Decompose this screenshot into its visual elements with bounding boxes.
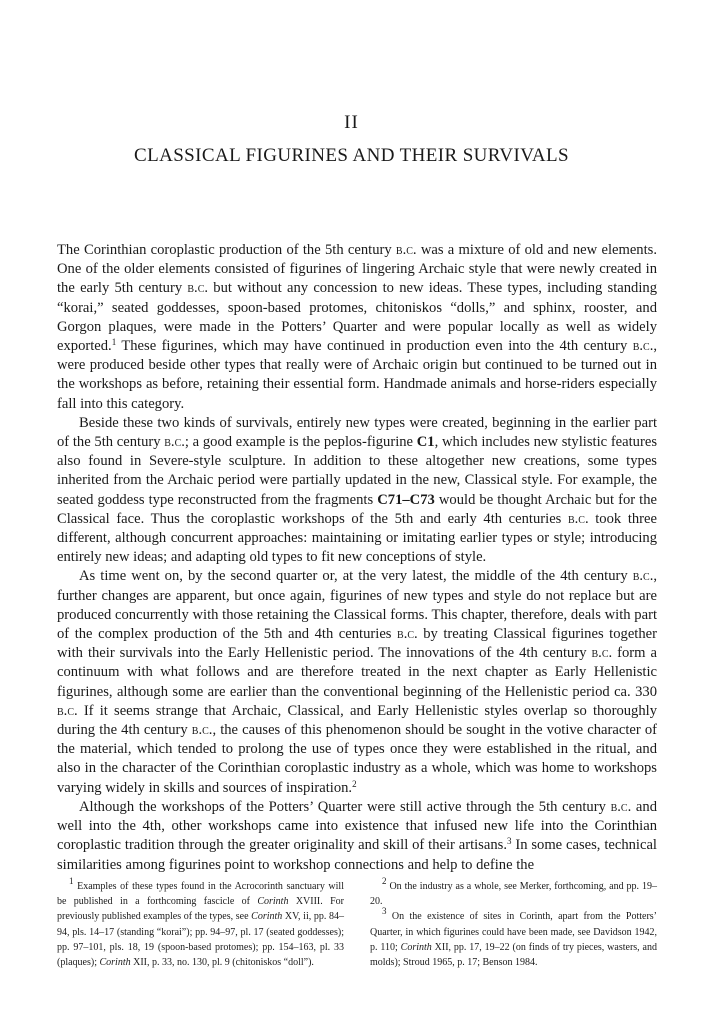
footnote-ref: 2 [382, 876, 387, 886]
text-run: On the existence of sites in Corinth, apart from the Potters’ Quarter, in which figurines could have been made, see Davidson 1942, p. 110; [370, 911, 657, 953]
small-caps-text: b.c. [187, 280, 209, 297]
text-run: Although the workshops of the Potters’ Quarter were still active through the 5th century [79, 798, 611, 815]
footnote-column-right [370, 876, 657, 970]
chapter-title: CLASSICAL FIGURINES AND THEIR SURVIVALS [134, 145, 569, 166]
text-run: XII, pp. 17, 19–22 (on finds of try pieces, wasters, and molds); Stroud 1965, p. 17; Benson 1984. [370, 941, 657, 969]
text-run: , were produced beside other types that really were of Archaic origin but continued to be turned out in the workshops as before, retaining their essential form. Handmade animals and horse-riders especially fall into this category. [57, 338, 657, 412]
footnote [370, 906, 657, 970]
catalog-reference: C1 [416, 434, 435, 451]
footnote-ref: 3 [382, 906, 387, 917]
chapter-number: II [344, 112, 359, 133]
small-caps-text: b.c. [57, 702, 78, 719]
footnote-ref: 1 [69, 876, 74, 886]
text-run: and well into the 4th, other workshops came into existence that infused new life into the Corinthian coroplastic tradition through the greater originality and skill of their artisans. [57, 798, 657, 854]
text-run: XV, ii, pp. 84–94, pls. 14–17 (standing “korai”); pp. 94–97, pl. 17 (seated goddesses); pp. 97–101, pls. 18, 19 (spoon-based protomes); pp. 154–163, pl. 33 (plaques); [57, 911, 344, 969]
small-caps-text: b.c. [567, 510, 589, 527]
small-caps-text: b.c. [164, 434, 185, 451]
text-run: form a continuum with what follows and are therefore treated in the next chapter as Early Hellenistic figurines, although some are earlier than the conventional beginning of the Hellenistic period ca. 330 [57, 645, 657, 700]
footnote-ref: 1 [111, 337, 117, 348]
italic-text: Corinth [251, 911, 283, 923]
footnote-column-left [57, 876, 345, 970]
small-caps-text: b.c. [632, 568, 654, 585]
text-run: On the industry as a whole, see Merker, forthcoming, and pp. 19–20. [370, 881, 657, 908]
text-run: XVIII. For previously published examples of the types, see [57, 896, 345, 923]
footnote-ref: 3 [506, 836, 512, 847]
small-caps-text: b.c. [191, 722, 213, 739]
small-caps-text: b.c. [610, 798, 632, 815]
text-run: Beside these two kinds of survivals, entirely new types were created, beginning in the earlier part of the 5th century [57, 414, 657, 451]
text-run: Examples of these types found in the Acrocorinth sanctuary will be published in a forthcoming fascicle of [57, 881, 344, 908]
footnote [57, 876, 345, 970]
text-run: In some cases, technical similarities among figurines point to workshop connections and help to define the [57, 837, 657, 873]
paragraph [57, 798, 657, 875]
text-run: If it seems strange that Archaic, Classical, and Early Hellenistic styles overlap so thoroughly during the 4th century [57, 702, 657, 739]
text-run: , which includes new stylistic features also found in Severe-style sculpture. In addition to these altogether new creations, some types inherited from the Archaic period were partially updated in the new, Classical style. For example, the seated goddess type reconstructed from the fragments [57, 434, 657, 508]
catalog-reference: C71–C73 [377, 491, 435, 508]
footnotes [57, 876, 657, 970]
text-run: , the causes of this phenomenon should be sought in the votive character of the material, which tended to prolong the use of types once they were established in the ritual, and also in the character of the Corinthian coroplastic industry as a whole, which was home to workshops varying widely in skills and sources of inspiration. [57, 722, 657, 796]
text-run: but without any concession to new ideas. These types, including standing “korai,” seated goddesses, spoon-based protomes, chitoniskos “dolls,” and sphinx, rooster, and Gorgon plaques, were made in the Potters’ Quarter and were popular locally as well as widely exported. [57, 280, 657, 355]
text-run: would be thought Archaic but for the Classical face. Thus the coroplastic workshops of the 5th and early 4th centuries [57, 491, 657, 527]
text-run: As time went on, by the second quarter or, at the very latest, the middle of the 4th century [79, 568, 633, 585]
italic-text: Corinth [99, 957, 131, 969]
text-run: The Corinthian coroplastic production of the 5th century [57, 242, 396, 258]
small-caps-text: b.c. [591, 645, 613, 662]
paragraph [57, 567, 657, 797]
text-run: by treating Classical figurines together with their survivals into the Early Hellenistic period. The innovations of the 4th century [57, 626, 657, 662]
text-run: These figurines, which may have continued in production even into the 4th century [116, 338, 633, 355]
paragraph [57, 414, 657, 568]
footnote [370, 876, 657, 909]
text-run: was a mixture of old and new elements. One of the older elements consisted of figurines of lingering Archaic style that were newly created in the early 5th century [57, 242, 657, 297]
text-run: took three different, although concurrent approaches: maintaining or imitating earlier types or style; introducing entirely new ideas; and adapting old types to fit new conceptions of style. [57, 510, 657, 566]
paragraph [57, 241, 657, 414]
small-caps-text: b.c. [395, 242, 417, 258]
small-caps-text: b.c. [397, 626, 418, 643]
body-text [57, 241, 657, 875]
text-run: XII, p. 33, no. 130, pl. 9 (chitoniskos “doll”). [130, 957, 314, 969]
italic-text: Corinth [400, 941, 432, 953]
small-caps-text: b.c. [632, 338, 654, 355]
footnote-ref: 2 [352, 778, 357, 789]
text-run: ; a good example is the peplos-figurine [184, 434, 417, 451]
text-run: , further changes are apparent, but once again, figurines of new types and style do not replace but are produced concurrently with those retaining the Classical forms. This chapter, therefore, deals with part of the complex production of the 5th and 4th centuries [57, 568, 657, 643]
italic-text: Corinth [257, 896, 289, 908]
